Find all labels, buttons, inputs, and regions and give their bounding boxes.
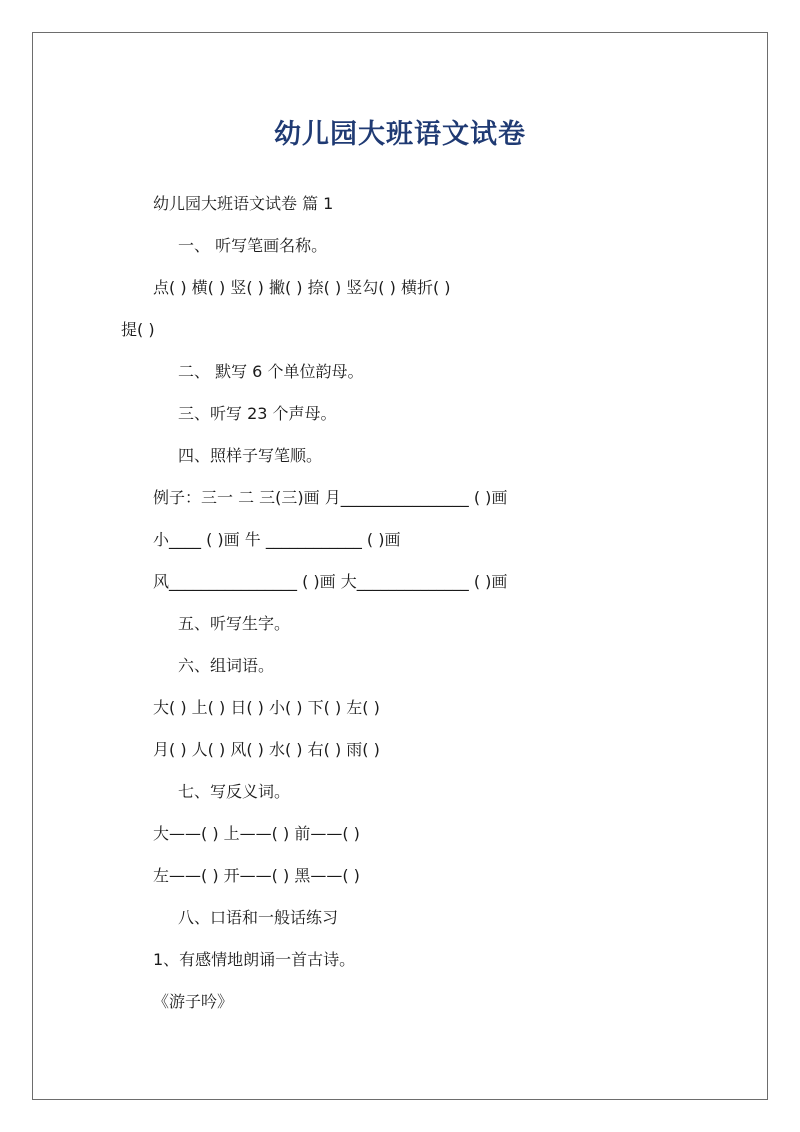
question-line: 1、有感情地朗诵一首古诗。 bbox=[153, 950, 356, 969]
question-heading: 八、口语和一般话练习 bbox=[178, 908, 339, 927]
section-header: 幼儿园大班语文试卷 篇 1 bbox=[153, 194, 334, 213]
question-line: 例子：三一 二 三(三)画 月________________ ( )画 bbox=[153, 488, 508, 507]
page-border bbox=[32, 32, 768, 1100]
question-heading: 二、 默写 6 个单位韵母。 bbox=[178, 362, 364, 381]
question-heading: 七、写反义词。 bbox=[178, 782, 291, 801]
question-line: 点( ) 横( ) 竖( ) 撇( ) 捺( ) 竖勾( ) 横折( ) bbox=[153, 278, 451, 297]
question-heading: 三、听写 23 个声母。 bbox=[178, 404, 337, 423]
question-line: 大——( ) 上——( ) 前——( ) bbox=[153, 824, 360, 843]
question-line: 左——( ) 开——( ) 黑——( ) bbox=[153, 866, 360, 885]
question-heading: 六、组词语。 bbox=[178, 656, 275, 675]
question-line: 小____ ( )画 牛 ____________ ( )画 bbox=[153, 530, 401, 549]
question-line: 提( ) bbox=[121, 320, 155, 339]
question-line: 大( ) 上( ) 日( ) 小( ) 下( ) 左( ) bbox=[153, 698, 380, 717]
page-title: 幼儿园大班语文试卷 bbox=[274, 119, 526, 150]
question-line: 风________________ ( )画 大______________ ( )画 bbox=[153, 572, 508, 591]
question-heading: 五、听写生字。 bbox=[178, 614, 291, 633]
question-heading: 四、照样子写笔顺。 bbox=[178, 446, 323, 465]
poem-title: 《游子吟》 bbox=[153, 992, 234, 1011]
question-heading: 一、 听写笔画名称。 bbox=[178, 236, 328, 255]
question-line: 月( ) 人( ) 风( ) 水( ) 右( ) 雨( ) bbox=[153, 740, 380, 759]
